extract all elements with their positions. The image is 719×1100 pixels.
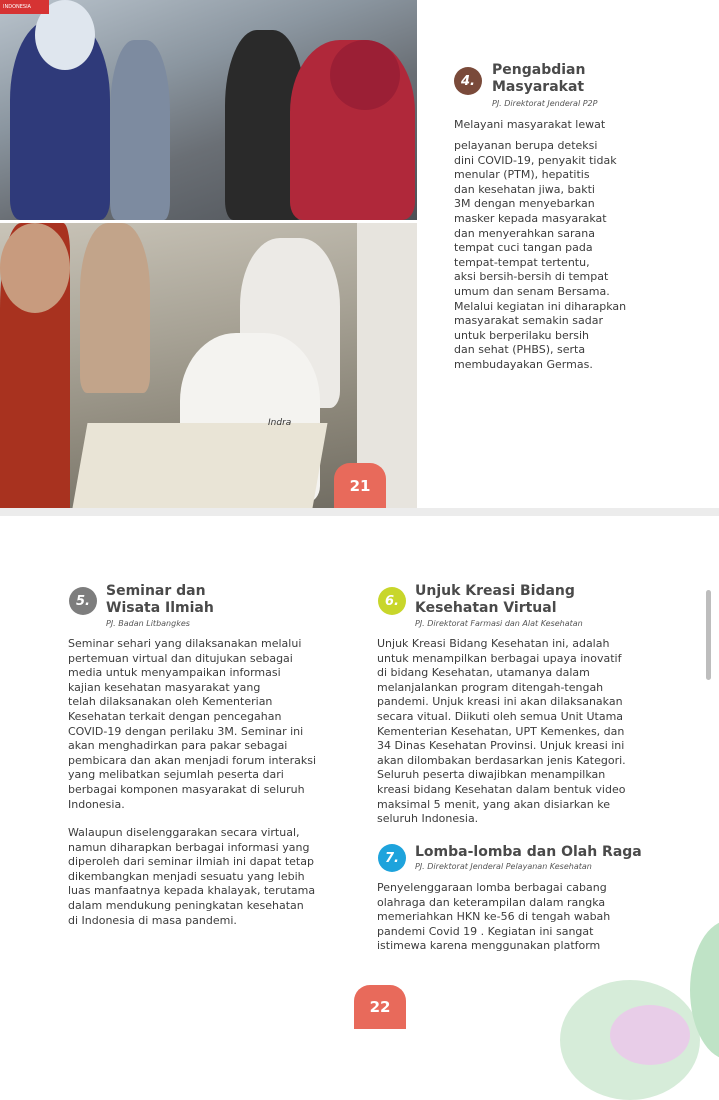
title-line: Kesehatan Virtual [415, 600, 557, 616]
section-5-subtitle: PJ. Badan Litbangkes [106, 619, 190, 628]
section-6-title [415, 583, 575, 617]
section-4-subtitle: PJ. Direktorat Jenderal P2P [492, 99, 598, 108]
page-number-22: 22 [354, 985, 406, 1029]
section-7-subtitle: PJ. Direktorat Jenderal Pelayanan Kesehatan [415, 862, 592, 871]
photo-figure [80, 223, 150, 393]
photo-coat-text: Indra [268, 418, 292, 428]
section-7-title: Lomba-lomba dan Olah Raga [415, 844, 642, 860]
section-number-6: 6. [378, 587, 406, 615]
title-line: Seminar dan [106, 583, 206, 599]
section-6-body: Unjuk Kreasi Bidang Kesehatan ini, adalah untuk menampilkan berbagai upaya inovatif di bidang Kesehatan, utamanya dalam melanjalankan program ditengah-tengah pandemi. Unjuk kreasi ini akan dilaksanakan secara vitual. Diikuti oleh semua Unit Utama Kementerian Kesehatan, UPT Kemenkes, dan 34 Dinas Kesehatan Provinsi. Unjuk kreasi ini akan dilombakan berdasarkan jenis Kategori. Seluruh peserta diwajibkan menampilkan kreasi bidang Kesehatan dalam bentuk video maksimal 5 menit, yang akan disiarkan ke seluruh Indonesia. [377, 637, 626, 826]
title-line: Masyarakat [492, 79, 585, 95]
scrollbar[interactable] [706, 590, 711, 680]
section-7-body: Penyelenggaraan lomba berbagai cabang olahraga dan keterampilan dalam rangka memeriahkan HKN ke-56 di tengah wabah pandemi Covid 19 . Kegiatan ini sangat istimewa karena menggunakan platform [377, 881, 611, 953]
section-number-4: 4. [454, 67, 482, 95]
section-5-title [106, 583, 214, 617]
page-number-21: 21 [334, 463, 386, 508]
page-divider [0, 508, 719, 516]
title-line: Pengabdian [492, 62, 586, 78]
photo-figure [0, 223, 70, 313]
section-4-intro: Melayani masyarakat lewat [454, 118, 606, 131]
section-number-5: 5. [69, 587, 97, 615]
photo-table [73, 423, 328, 508]
title-line: Unjuk Kreasi Bidang [415, 583, 575, 599]
photo-mask-distribution [0, 0, 417, 220]
section-4-body: pelayanan berupa deteksi dini COVID-19, penyakit tidak menular (PTM), hepatitis dan kesehatan jiwa, bakti 3M dengan menyebarkan masker kepada masyarakat dan menyerahkan sarana tempat cuci tangan pada tempat-tempat tertentu, aksi bersih-bersih di tempat umum dan senam Bersama. Melalui kegiatan ini diharapkan masyarakat semakin sadar untuk berperilaku bersih dan sehat (PHBS), serta membudayakan Germas. [454, 139, 627, 371]
photo-figure [330, 40, 400, 110]
section-number-7: 7. [378, 844, 406, 872]
page-21 [0, 0, 719, 512]
section-5-para2: Walaupun diselenggarakan secara virtual, namun diharapkan berbagai informasi yang diperoleh dari seminar ilmiah ini dapat tetap dikembangkan menjadi sesuatu yang lebih luas manfaatnya kepada khalayak, terutama dalam mendukung peningkatan kesehatan di Indonesia di masa pandemi. [68, 826, 316, 927]
section-6-subtitle: PJ. Direktorat Farmasi dan Alat Kesehatan [415, 619, 583, 628]
decorative-blob [610, 1005, 690, 1065]
title-line: Wisata Ilmiah [106, 600, 214, 616]
section-4-title [492, 62, 585, 96]
section-5-para1: Seminar sehari yang dilaksanakan melalui pertemuan virtual dan ditujukan sebagai media untuk menyampaikan informasi kajian kesehatan masyarakat yang telah dilaksanakan oleh Kementerian Kesehatan terkait dengan pencegahan COVID-19 dengan perilaku 3M. Seminar ini akan menghadirkan para pakar sebagai pembicara dan akan menjadi forum interaksi yang melibatkan sejumlah peserta dari berbagai komponen masyarakat di seluruh Indonesia. [68, 637, 316, 811]
photo-sign: INDONESIA [0, 0, 49, 14]
photo-figure [110, 40, 170, 220]
